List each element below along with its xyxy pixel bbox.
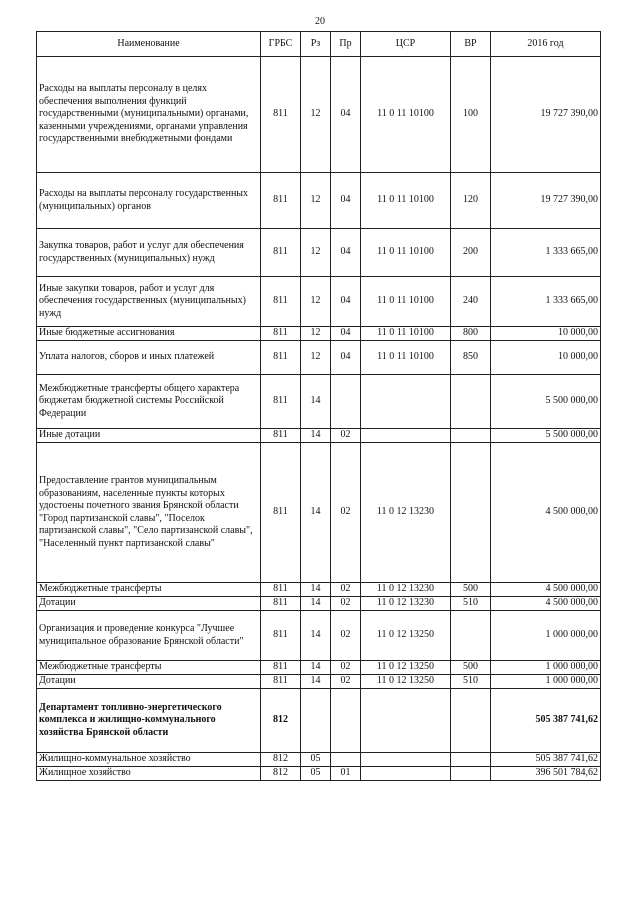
table-row xyxy=(37,57,601,173)
table-row-department xyxy=(37,689,601,753)
table-row xyxy=(37,597,601,611)
header-rz: Рз xyxy=(301,32,331,57)
row-pr: 02 xyxy=(331,597,361,611)
row-pr: 01 xyxy=(331,767,361,781)
row-rz: 12 xyxy=(301,229,331,277)
row-csr xyxy=(361,753,451,767)
row-grbs: 811 xyxy=(261,277,301,327)
row-rz: 14 xyxy=(301,443,331,583)
row-name: Межбюджетные трансферты xyxy=(37,661,261,675)
row-name: Межбюджетные трансферты xyxy=(37,583,261,597)
row-rz: 14 xyxy=(301,611,331,661)
row-amount: 1 333 665,00 xyxy=(491,229,601,277)
table-row xyxy=(37,429,601,443)
row-grbs: 811 xyxy=(261,173,301,229)
row-grbs: 812 xyxy=(261,767,301,781)
row-name: Предоставление грантов муниципальным образованиям, населенные пункты которых удостоены почетного звания Брянской области "Город партизанской славы", "Поселок партизанской славы", "Село партизанской славы", "Населенный пункт партизанской славы" xyxy=(37,443,261,583)
row-csr xyxy=(361,429,451,443)
row-pr: 04 xyxy=(331,173,361,229)
header-grbs: ГРБС xyxy=(261,32,301,57)
row-rz: 05 xyxy=(301,767,331,781)
row-grbs: 811 xyxy=(261,675,301,689)
table-row xyxy=(37,327,601,341)
row-rz: 12 xyxy=(301,341,331,375)
row-pr: 04 xyxy=(331,57,361,173)
table-row xyxy=(37,277,601,327)
page-number: 20 xyxy=(315,16,325,27)
row-grbs: 811 xyxy=(261,597,301,611)
row-grbs: 811 xyxy=(261,57,301,173)
row-grbs: 811 xyxy=(261,611,301,661)
table-row xyxy=(37,753,601,767)
row-rz: 14 xyxy=(301,375,331,429)
row-csr: 11 0 12 13230 xyxy=(361,443,451,583)
row-pr xyxy=(331,689,361,753)
row-pr: 02 xyxy=(331,661,361,675)
row-grbs: 811 xyxy=(261,661,301,675)
row-rz: 14 xyxy=(301,675,331,689)
row-vr: 200 xyxy=(451,229,491,277)
row-amount: 4 500 000,00 xyxy=(491,597,601,611)
row-rz: 14 xyxy=(301,583,331,597)
row-grbs: 811 xyxy=(261,583,301,597)
row-grbs: 811 xyxy=(261,327,301,341)
row-vr xyxy=(451,443,491,583)
row-name: Жилищное хозяйство xyxy=(37,767,261,781)
row-vr: 500 xyxy=(451,661,491,675)
row-amount: 1 000 000,00 xyxy=(491,661,601,675)
table-row xyxy=(37,583,601,597)
table-row xyxy=(37,611,601,661)
row-csr: 11 0 11 10100 xyxy=(361,57,451,173)
header-pr: Пр xyxy=(331,32,361,57)
table-row xyxy=(37,173,601,229)
row-grbs: 811 xyxy=(261,443,301,583)
row-vr xyxy=(451,611,491,661)
row-amount: 4 500 000,00 xyxy=(491,443,601,583)
row-vr xyxy=(451,753,491,767)
row-rz: 12 xyxy=(301,57,331,173)
row-pr xyxy=(331,753,361,767)
row-name: Жилищно-коммунальное хозяйство xyxy=(37,753,261,767)
row-csr: 11 0 12 13250 xyxy=(361,661,451,675)
row-grbs: 811 xyxy=(261,341,301,375)
header-vr: ВР xyxy=(451,32,491,57)
table-row xyxy=(37,341,601,375)
row-vr: 100 xyxy=(451,57,491,173)
row-vr xyxy=(451,689,491,753)
row-name: Департамент топливно-энергетического комплекса и жилищно-коммунального хозяйства Брянской области xyxy=(37,689,261,753)
row-amount: 10 000,00 xyxy=(491,327,601,341)
row-grbs: 811 xyxy=(261,229,301,277)
row-rz: 12 xyxy=(301,277,331,327)
row-amount: 505 387 741,62 xyxy=(491,753,601,767)
row-pr: 02 xyxy=(331,443,361,583)
row-vr: 800 xyxy=(451,327,491,341)
row-grbs: 812 xyxy=(261,689,301,753)
table-row xyxy=(37,675,601,689)
row-csr: 11 0 11 10100 xyxy=(361,173,451,229)
row-csr: 11 0 12 13250 xyxy=(361,611,451,661)
row-csr xyxy=(361,375,451,429)
row-grbs: 811 xyxy=(261,429,301,443)
table-row xyxy=(37,375,601,429)
row-amount: 1 000 000,00 xyxy=(491,675,601,689)
row-name: Иные дотации xyxy=(37,429,261,443)
row-pr: 04 xyxy=(331,277,361,327)
row-csr: 11 0 12 13230 xyxy=(361,597,451,611)
row-rz: 12 xyxy=(301,173,331,229)
row-vr: 510 xyxy=(451,675,491,689)
row-csr: 11 0 11 10100 xyxy=(361,229,451,277)
row-rz: 05 xyxy=(301,753,331,767)
row-vr: 240 xyxy=(451,277,491,327)
row-vr xyxy=(451,375,491,429)
header-amount: 2016 год xyxy=(491,32,601,57)
row-vr: 120 xyxy=(451,173,491,229)
row-amount: 10 000,00 xyxy=(491,341,601,375)
row-amount: 19 727 390,00 xyxy=(491,57,601,173)
row-name: Межбюджетные трансферты общего характера бюджетам бюджетной системы Российской Федерации xyxy=(37,375,261,429)
header-csr: ЦСР xyxy=(361,32,451,57)
table-row xyxy=(37,767,601,781)
table-row xyxy=(37,661,601,675)
row-vr: 510 xyxy=(451,597,491,611)
row-pr: 02 xyxy=(331,675,361,689)
table-row xyxy=(37,229,601,277)
row-amount: 4 500 000,00 xyxy=(491,583,601,597)
table-row xyxy=(37,443,601,583)
row-csr: 11 0 11 10100 xyxy=(361,277,451,327)
row-pr: 02 xyxy=(331,583,361,597)
row-vr xyxy=(451,429,491,443)
row-csr xyxy=(361,767,451,781)
row-csr: 11 0 12 13230 xyxy=(361,583,451,597)
row-vr: 850 xyxy=(451,341,491,375)
row-vr xyxy=(451,767,491,781)
row-rz: 14 xyxy=(301,661,331,675)
row-pr xyxy=(331,375,361,429)
row-pr: 04 xyxy=(331,327,361,341)
row-rz: 12 xyxy=(301,327,331,341)
row-name: Организация и проведение конкурса "Лучшее муниципальное образование Брянской области" xyxy=(37,611,261,661)
header-name: Наименование xyxy=(37,32,261,57)
row-amount: 505 387 741,62 xyxy=(491,689,601,753)
row-name: Дотации xyxy=(37,597,261,611)
row-pr: 02 xyxy=(331,611,361,661)
row-vr: 500 xyxy=(451,583,491,597)
row-grbs: 812 xyxy=(261,753,301,767)
row-amount: 1 000 000,00 xyxy=(491,611,601,661)
row-csr: 11 0 11 10100 xyxy=(361,341,451,375)
row-pr: 04 xyxy=(331,341,361,375)
row-name: Иные бюджетные ассигнования xyxy=(37,327,261,341)
row-name: Уплата налогов, сборов и иных платежей xyxy=(37,341,261,375)
row-rz: 14 xyxy=(301,597,331,611)
row-csr: 11 0 12 13250 xyxy=(361,675,451,689)
row-pr: 04 xyxy=(331,229,361,277)
row-amount: 1 333 665,00 xyxy=(491,277,601,327)
row-csr xyxy=(361,689,451,753)
row-pr: 02 xyxy=(331,429,361,443)
row-name: Дотации xyxy=(37,675,261,689)
row-amount: 19 727 390,00 xyxy=(491,173,601,229)
row-grbs: 811 xyxy=(261,375,301,429)
row-rz xyxy=(301,689,331,753)
row-name: Расходы на выплаты персоналу в целях обеспечения выполнения функций государственными (муниципальными) органами, казенными учреждениями, органами управления государственными внебюджетными фондами xyxy=(37,57,261,173)
row-amount: 396 501 784,62 xyxy=(491,767,601,781)
table-header-row xyxy=(37,32,601,57)
row-amount: 5 500 000,00 xyxy=(491,375,601,429)
row-csr: 11 0 11 10100 xyxy=(361,327,451,341)
row-name: Закупка товаров, работ и услуг для обеспечения государственных (муниципальных) нужд xyxy=(37,229,261,277)
row-name: Иные закупки товаров, работ и услуг для обеспечения государственных (муниципальных) нужд xyxy=(37,277,261,327)
row-name: Расходы на выплаты персоналу государственных (муниципальных) органов xyxy=(37,173,261,229)
row-rz: 14 xyxy=(301,429,331,443)
row-amount: 5 500 000,00 xyxy=(491,429,601,443)
budget-table xyxy=(36,31,601,781)
